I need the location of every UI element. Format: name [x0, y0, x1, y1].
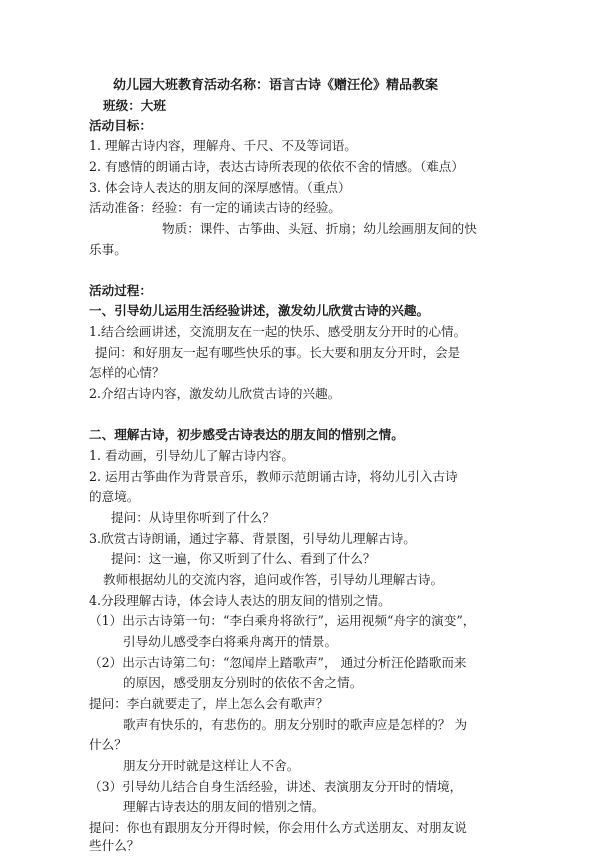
section1-line: 2.介绍古诗内容，激发幼儿欣赏古诗的兴趣。 [89, 386, 341, 401]
section2-line: 4.分段理解古诗，体会诗人表达的朋友间的惜别之情。 [89, 593, 391, 608]
section2-line: 提问：李白就要走了，岸上怎么会有歌声？ [89, 696, 329, 711]
document-title: 幼儿园大班教育活动名称：语言古诗《赠汪伦》精品教案 [113, 78, 439, 93]
section2-line: 什么？ [89, 737, 127, 752]
section1-line: 提问：和好朋友一起有哪些快乐的事。长大要和朋友分开时，会是 [95, 345, 461, 360]
section2-line: 引导幼儿感受李白将乘舟离开的情景。 [123, 634, 338, 649]
preparation-experience: 活动准备：经验：有一定的诵读古诗的经验。 [89, 200, 341, 215]
section2-line: 1. 看动画，引导幼儿了解古诗内容。 [89, 448, 294, 463]
section2-heading: 二、理解古诗，初步感受古诗表达的朋友间的惜别之情。 [89, 427, 404, 442]
section1-line: 怎样的心情？ [89, 365, 165, 380]
objectives-heading: 活动目标： [89, 118, 152, 133]
class-line: 班级：大班 [103, 98, 166, 113]
objective-item: 1. 理解古诗内容，理解舟、千尺、不及等词语。 [89, 138, 357, 153]
section2-line: 3.欣赏古诗朗诵，通过字幕、背景图，引导幼儿理解古诗。 [89, 531, 416, 546]
section2-line: 些什么？ [89, 838, 140, 853]
preparation-materials: 物质：课件、古筝曲、头冠、折扇；幼儿绘画朋友间的快 [162, 221, 477, 236]
section2-line: （2）出示古诗第二句：“忽闻岸上踏歌声”， 通过分析汪伦踏歌而来 [89, 655, 467, 670]
section2-line: 歌声有快乐的，有悲伤的。朋友分别时的歌声应是怎样的？ 为 [123, 717, 468, 732]
section1-heading: 一、引导幼儿运用生活经验讲述，激发幼儿欣赏古诗的兴趣。 [89, 303, 430, 318]
section2-line: 理解古诗表达的朋友间的惜别之情。 [123, 799, 325, 814]
section2-line: 的原因，感受朋友分别时的依依不舍之情。 [123, 675, 363, 690]
section2-line: 提问：你也有跟朋友分开得时候，你会用什么方式送朋友、对朋友说 [89, 820, 467, 835]
preparation-materials-cont: 乐事。 [89, 242, 127, 257]
section2-line: 2. 运用古筝曲作为背景音乐，教师示范朗诵古诗，将幼儿引入古诗 [89, 469, 458, 484]
section2-line: 提问：从诗里你听到了什么？ [111, 510, 275, 525]
section2-line: （3）引导幼儿结合自身生活经验，讲述、表演朋友分开时的情境， [89, 779, 463, 794]
section2-line: 的意境。 [89, 489, 140, 504]
section2-line: 提问：这一遍，你又听到了什么、看到了什么？ [111, 551, 376, 566]
section2-line: 教师根据幼儿的交流内容，追问或作答，引导幼儿理解古诗。 [103, 572, 444, 587]
section2-line: 朋友分开时就是这样让人不舍。 [123, 758, 300, 773]
section1-line: 1.结合绘画讲述，交流朋友在一起的快乐、感受朋友分开时的心情。 [89, 324, 467, 339]
process-heading: 活动过程： [89, 283, 152, 298]
objective-item: 3. 体会诗人表达的朋友间的深厚感情。（重点） [89, 180, 351, 195]
objective-item: 2. 有感情的朗诵古诗，表达古诗所表现的依依不舍的情感。（难点） [89, 159, 464, 174]
section2-line: （1）出示古诗第一句：“李白乘舟将欲行”，运用视频“舟字的演变”， [89, 613, 476, 628]
